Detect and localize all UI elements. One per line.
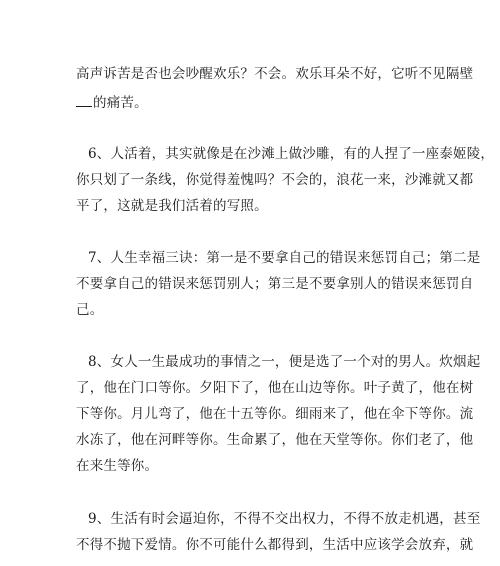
text-line: 不得不抛下爱情。你不可能什么都得到，生活中应该学会放弃，就	[76, 537, 474, 553]
text-line: 平了，这就是我们活着的写照。	[76, 198, 268, 214]
text-line: 在来生等你。	[76, 458, 159, 474]
text-line: 不要拿自己的错误来惩罚别人；第三是不要拿别人的错误来惩罚自	[76, 276, 474, 292]
text-line	[76, 93, 148, 111]
text-line-fragment: 的痛苦。	[93, 95, 148, 111]
text-line: 己。	[76, 302, 104, 318]
fill-in-blank	[76, 93, 92, 107]
text-line: 下等你。月儿弯了，他在十五等你。细雨来了，他在伞下等你。流	[76, 406, 474, 422]
text-line: 高声诉苦是否也会吵醒欢乐？不会。欢乐耳朵不好，它听不见隔壁	[76, 66, 474, 82]
text-line: 你只划了一条线，你觉得羞愧吗？不会的，浪花一来，沙滩就又都	[76, 172, 474, 188]
text-line: 8、女人一生最成功的事情之一，便是选了一个对的男人。炊烟起	[88, 354, 481, 370]
text-line: 6、人活着，其实就像是在沙滩上做沙雕，有的人捏了一座泰姬陵，	[88, 146, 495, 162]
text-line: 了，他在门口等你。夕阳下了，他在山边等你。叶子黄了，他在树	[76, 380, 474, 396]
text-line: 9、生活有时会逼迫你，不得不交出权力，不得不放走机遇，甚至	[88, 511, 481, 527]
text-line: 水冻了，他在河畔等你。生命累了，他在天堂等你。你们老了，他	[76, 432, 474, 448]
text-line: 7、人生幸福三诀：第一是不要拿自己的错误来惩罚自己；第二是	[88, 250, 481, 266]
